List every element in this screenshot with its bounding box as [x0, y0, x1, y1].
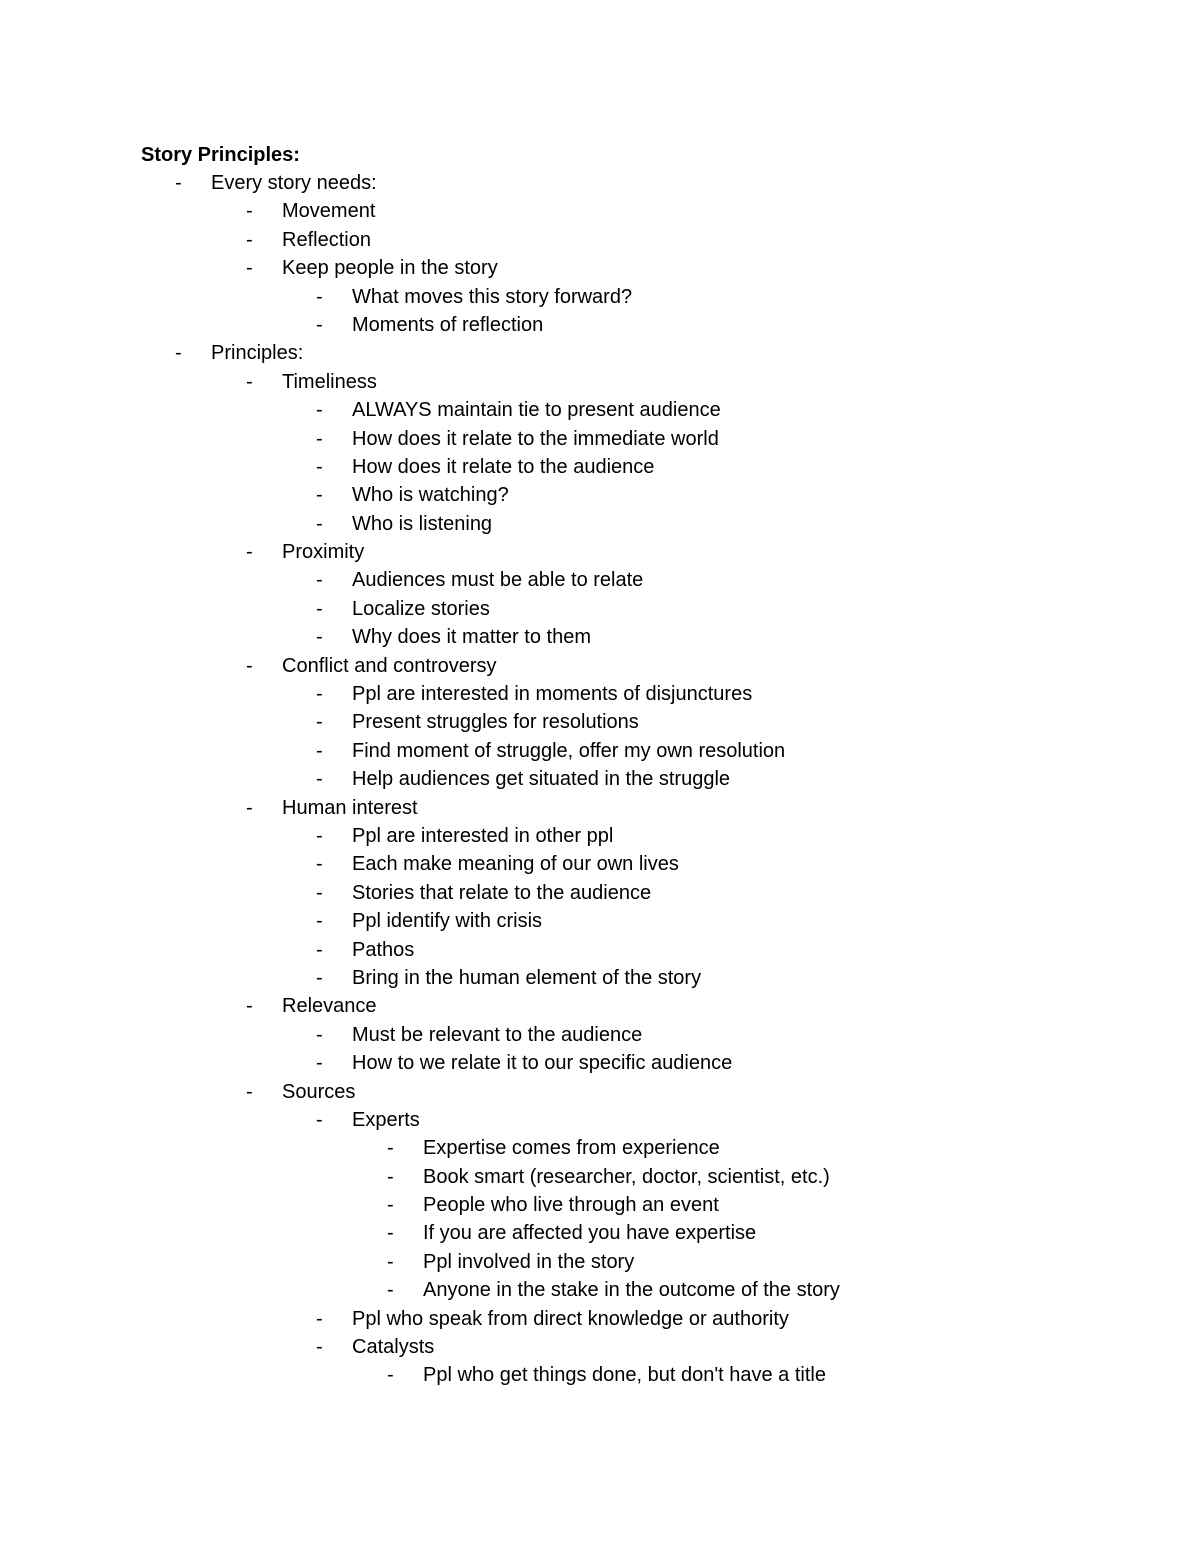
list-item — [0, 566, 1200, 594]
list-item-text: Reflection — [282, 228, 371, 251]
bullet-dash: - — [316, 399, 323, 422]
list-item — [0, 1219, 1200, 1247]
list-item — [0, 1361, 1200, 1389]
list-item-text: People who live through an event — [423, 1194, 719, 1217]
list-item-text: Ppl are interested in moments of disjunctures — [352, 683, 753, 706]
list-item — [0, 169, 1200, 197]
bullet-dash: - — [316, 597, 323, 620]
bullet-dash: - — [246, 200, 253, 223]
list-item — [0, 879, 1200, 907]
list-item-text: Ppl who get things done, but don't have a title — [423, 1364, 826, 1387]
list-item — [0, 425, 1200, 453]
list-item-text: Sources — [282, 1080, 356, 1103]
list-item-text: ALWAYS maintain tie to present audience — [352, 399, 721, 422]
list-item — [0, 538, 1200, 566]
list-item-text: Must be relevant to the audience — [352, 1023, 643, 1046]
list-item — [0, 595, 1200, 623]
list-item — [0, 1134, 1200, 1162]
list-item-text: Timeliness — [282, 370, 377, 393]
list-item-text: Conflict and controversy — [282, 654, 497, 677]
bullet-dash: - — [316, 938, 323, 961]
bullet-dash: - — [316, 966, 323, 989]
bullet-dash: - — [316, 881, 323, 904]
bullet-dash: - — [316, 711, 323, 734]
list-item — [0, 992, 1200, 1020]
list-item — [0, 765, 1200, 793]
bullet-dash: - — [316, 455, 323, 478]
bullet-dash: - — [387, 1250, 394, 1273]
list-item-text: Ppl who speak from direct knowledge or authority — [352, 1307, 789, 1330]
list-item-text: Catalysts — [352, 1336, 435, 1359]
list-item — [0, 339, 1200, 367]
bullet-dash: - — [246, 796, 253, 819]
list-item — [0, 1333, 1200, 1361]
list-item-text: Pathos — [352, 938, 415, 961]
document-title: Story Principles: — [141, 144, 300, 166]
list-item-text: Help audiences get situated in the struggle — [352, 768, 731, 791]
bullet-dash: - — [316, 313, 323, 336]
list-item — [0, 481, 1200, 509]
list-item-text: Stories that relate to the audience — [352, 881, 652, 904]
list-item — [0, 283, 1200, 311]
bullet-dash: - — [387, 1165, 394, 1188]
list-item-text: Audiences must be able to relate — [352, 569, 644, 592]
list-item — [0, 254, 1200, 282]
bullet-dash: - — [316, 484, 323, 507]
list-item-text: Movement — [282, 200, 376, 223]
list-item — [0, 737, 1200, 765]
list-item-text: Proximity — [282, 541, 365, 564]
bullet-dash: - — [246, 654, 253, 677]
list-item-text: Principles: — [211, 342, 304, 365]
bullet-dash: - — [316, 1307, 323, 1330]
list-item — [0, 1021, 1200, 1049]
list-item — [0, 708, 1200, 736]
list-item-text: Book smart (researcher, doctor, scientist, etc.) — [423, 1165, 830, 1188]
bullet-dash: - — [316, 512, 323, 535]
bullet-dash: - — [246, 541, 253, 564]
list-item-text: Ppl involved in the story — [423, 1250, 635, 1273]
list-item-text: Human interest — [282, 796, 418, 819]
bullet-dash: - — [246, 228, 253, 251]
list-item-text: Localize stories — [352, 597, 490, 620]
bullet-dash: - — [246, 370, 253, 393]
list-item — [0, 907, 1200, 935]
list-item — [0, 1049, 1200, 1077]
list-item-text: Each make meaning of our own lives — [352, 853, 679, 876]
list-item — [0, 1191, 1200, 1219]
bullet-dash: - — [175, 172, 182, 194]
bullet-dash: - — [316, 427, 323, 450]
list-item — [0, 794, 1200, 822]
list-item-text: Find moment of struggle, offer my own resolution — [352, 739, 786, 762]
list-item-text: Ppl identify with crisis — [352, 910, 543, 933]
list-item — [0, 1305, 1200, 1333]
list-item-text: What moves this story forward? — [352, 285, 633, 308]
bullet-dash: - — [316, 910, 323, 933]
list-item — [0, 623, 1200, 651]
list-item-text: Anyone in the stake in the outcome of the story — [423, 1279, 840, 1302]
list-item-text: Who is watching? — [352, 484, 509, 507]
bullet-dash: - — [316, 768, 323, 791]
bullet-dash: - — [246, 1080, 253, 1103]
list-item — [0, 1078, 1200, 1106]
list-item — [0, 936, 1200, 964]
bullet-dash: - — [316, 683, 323, 706]
list-item-text: Expertise comes from experience — [423, 1137, 720, 1160]
bullet-dash: - — [246, 995, 253, 1018]
bullet-dash: - — [316, 1108, 323, 1131]
list-item-text: Every story needs: — [211, 172, 377, 194]
list-item — [0, 453, 1200, 481]
bullet-dash: - — [246, 257, 253, 280]
list-item — [0, 1163, 1200, 1191]
list-item-text: Present struggles for resolutions — [352, 711, 639, 734]
list-item-text: Who is listening — [352, 512, 493, 535]
bullet-dash: - — [175, 342, 182, 365]
list-item — [0, 368, 1200, 396]
list-item — [0, 652, 1200, 680]
list-item — [0, 964, 1200, 992]
list-item-text: Experts — [352, 1108, 420, 1131]
bullet-dash: - — [316, 1052, 323, 1075]
bullet-dash: - — [316, 1023, 323, 1046]
bullet-dash: - — [316, 824, 323, 847]
list-item-text: How to we relate it to our specific audience — [352, 1052, 733, 1075]
bullet-dash: - — [387, 1364, 394, 1387]
list-item-text: Why does it matter to them — [352, 626, 591, 649]
bullet-dash: - — [316, 853, 323, 876]
bullet-dash: - — [387, 1137, 394, 1160]
list-item-text: How does it relate to the immediate world — [352, 427, 719, 450]
bullet-dash: - — [316, 569, 323, 592]
bullet-dash: - — [387, 1194, 394, 1217]
bullet-dash: - — [316, 739, 323, 762]
bullet-dash: - — [316, 285, 323, 308]
list-item — [0, 510, 1200, 538]
list-item-text: Moments of reflection — [352, 313, 544, 336]
bullet-dash: - — [316, 1336, 323, 1359]
bullet-dash: - — [387, 1279, 394, 1302]
list-item-text: Ppl are interested in other ppl — [352, 824, 614, 847]
list-item — [0, 1276, 1200, 1304]
list-item-text: If you are affected you have expertise — [423, 1222, 757, 1245]
list-item — [0, 226, 1200, 254]
list-item — [0, 311, 1200, 339]
list-item-text: Relevance — [282, 995, 377, 1018]
bullet-outline — [0, 169, 1200, 1390]
list-item — [0, 197, 1200, 225]
bullet-dash: - — [316, 626, 323, 649]
bullet-dash: - — [387, 1222, 394, 1245]
list-item — [0, 396, 1200, 424]
list-item-text: How does it relate to the audience — [352, 455, 655, 478]
list-item-text: Keep people in the story — [282, 257, 498, 280]
list-item — [0, 850, 1200, 878]
list-item — [0, 822, 1200, 850]
list-item — [0, 1106, 1200, 1134]
list-item — [0, 680, 1200, 708]
list-item — [0, 1248, 1200, 1276]
list-item-text: Bring in the human element of the story — [352, 966, 702, 989]
